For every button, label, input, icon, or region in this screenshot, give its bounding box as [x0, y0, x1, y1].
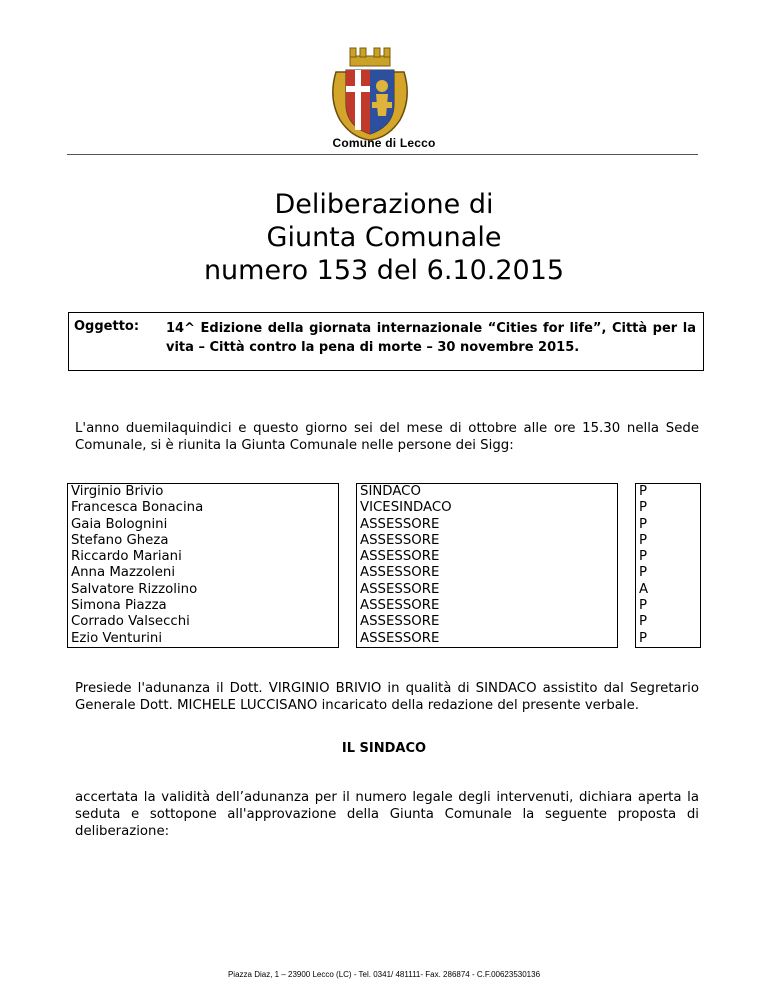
member-role: ASSESSORE	[357, 549, 618, 565]
member-presence: P	[636, 598, 701, 614]
table-row	[68, 598, 701, 614]
coat-of-arms-logo	[322, 42, 418, 142]
title-line: Deliberazione di	[274, 189, 494, 220]
member-name: Stefano Gheza	[68, 533, 339, 549]
member-presence: P	[636, 533, 701, 549]
member-presence: A	[636, 582, 701, 598]
member-presence: P	[636, 517, 701, 533]
subject-box	[68, 312, 704, 371]
table-row	[68, 614, 701, 630]
member-name: Riccardo Mariani	[68, 549, 339, 565]
intro-paragraph: L'anno duemilaquindici e questo giorno sei del mese di ottobre alle ore 15.30 nella Sede Comunale, si è riunita la Giunta Comunale nelle persone dei Sigg:	[75, 421, 699, 453]
member-presence: P	[636, 500, 701, 516]
member-name: Virginio Brivio	[68, 484, 339, 501]
table-row	[68, 565, 701, 581]
subject-text: 14^ Edizione della giornata internazionale “Cities for life”, Città per la vita – Città contro la pena di morte – 30 novembre 2015.	[166, 321, 696, 355]
member-role: ASSESSORE	[357, 598, 618, 614]
document-title	[0, 188, 768, 287]
table-row	[68, 549, 701, 565]
table-row	[68, 517, 701, 533]
table-row	[68, 582, 701, 598]
member-name: Francesca Bonacina	[68, 500, 339, 516]
member-name: Gaia Bolognini	[68, 517, 339, 533]
member-role: VICESINDACO	[357, 500, 618, 516]
member-presence: P	[636, 484, 701, 501]
member-name: Salvatore Rizzolino	[68, 582, 339, 598]
member-role: SINDACO	[357, 484, 618, 501]
presides-paragraph: Presiede l'adunanza il Dott. VIRGINIO BRIVIO in qualità di SINDACO assistito dal Segretario Generale Dott. MICHELE LUCCISANO incaricato della redazione del presente verbale.	[75, 681, 699, 713]
footer-address: Piazza Diaz, 1 – 23900 Lecco (LC) - Tel. 0341/ 481111- Fax. 286874 - C.F.00623530136	[227, 970, 541, 979]
member-presence: P	[636, 614, 701, 630]
member-role: ASSESSORE	[357, 565, 618, 581]
subject-label: Oggetto:	[74, 319, 140, 334]
member-name: Ezio Venturini	[68, 631, 339, 648]
member-name: Simona Piazza	[68, 598, 339, 614]
header-divider	[67, 154, 698, 155]
member-role: ASSESSORE	[357, 582, 618, 598]
member-presence: P	[636, 565, 701, 581]
closing-paragraph: accertata la validità dell’adunanza per il numero legale degli intervenuti, dichiara aperta la seduta e sottopone all'approvazione della Giunta Comunale la seguente proposta di deliberazione:	[75, 790, 699, 839]
title-line: numero 153 del 6.10.2015	[203, 255, 565, 286]
member-name: Corrado Valsecchi	[68, 614, 339, 630]
table-row	[68, 500, 701, 516]
member-role: ASSESSORE	[357, 614, 618, 630]
member-role: ASSESSORE	[357, 517, 618, 533]
member-name: Anna Mazzoleni	[68, 565, 339, 581]
member-presence: P	[636, 549, 701, 565]
member-presence: P	[636, 631, 701, 648]
member-role: ASSESSORE	[357, 631, 618, 648]
table-row	[68, 631, 701, 648]
title-line: Giunta Comunale	[266, 222, 502, 253]
table-row	[68, 533, 701, 549]
municipality-name: Comune di Lecco	[332, 136, 436, 150]
section-heading: IL SINDACO	[341, 741, 427, 756]
table-row	[68, 484, 701, 501]
members-table	[67, 483, 701, 648]
member-role: ASSESSORE	[357, 533, 618, 549]
